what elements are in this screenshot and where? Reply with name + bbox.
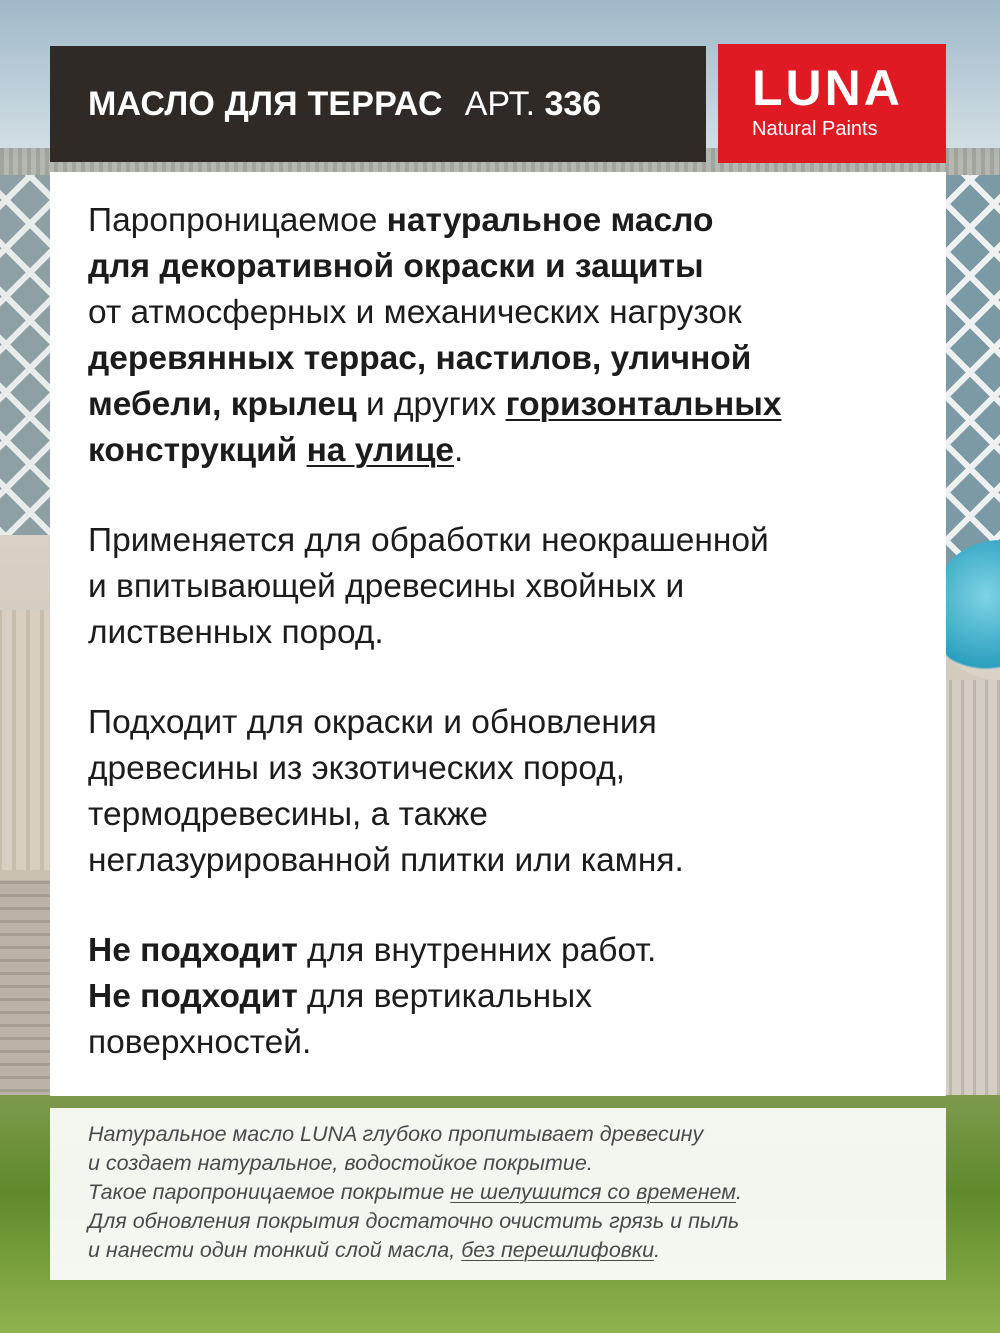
intro-text-3: и других	[356, 386, 506, 423]
article-number	[465, 85, 601, 124]
note-text: Такое паропроницаемое покрытие	[88, 1180, 451, 1204]
intro-text-1: Паропроницаемое	[88, 202, 387, 239]
logo-brand: LUNA	[752, 60, 903, 116]
usage-line: лиственных пород.	[88, 614, 384, 651]
note-line	[88, 1178, 926, 1207]
note-line	[88, 1236, 926, 1265]
intro-text-5: .	[454, 432, 464, 469]
suitable-line: древесины из экзотических пород,	[88, 750, 626, 787]
note-text: .	[735, 1180, 742, 1204]
note-text: .	[654, 1238, 661, 1262]
suitable-line: Подходит для окраски и обновления	[88, 704, 657, 741]
intro-text-4	[297, 432, 306, 469]
not-suitable-bold: Не подходит	[88, 932, 298, 969]
not-suitable-text: для внутренних работ.	[297, 932, 657, 969]
note-line: Натуральное масло LUNA глубоко пропитывает древесину	[88, 1122, 704, 1146]
intro-bold-1: натуральное масло	[386, 202, 714, 239]
note-text: и нанести один тонкий слой масла,	[88, 1238, 462, 1262]
description-card	[50, 172, 946, 1096]
not-suitable-bold: Не подходит	[88, 978, 298, 1015]
intro-text-2: от атмосферных и механических нагрузок	[88, 294, 742, 331]
product-title: МАСЛО ДЛЯ ТЕРРАС	[88, 84, 443, 123]
not-suitable-text: для вертикальных	[297, 978, 592, 1015]
intro-bold-2: для декоративной окраски и защиты	[88, 248, 704, 285]
usage-paragraph	[88, 518, 910, 656]
note-line: Для обновления покрытия достаточно очистить грязь и пыль	[88, 1209, 740, 1233]
article-prefix: АРТ.	[464, 84, 536, 123]
note-card	[50, 1108, 946, 1280]
note-underlined: без перешлифовки	[461, 1238, 655, 1262]
note-line: и создает натуральное, водостойкое покрытие.	[88, 1151, 593, 1175]
header-bar	[50, 46, 706, 162]
note-underlined: не шелушится со временем	[450, 1180, 736, 1204]
usage-line: и впитывающей древесины хвойных и	[88, 568, 685, 605]
usage-line: Применяется для обработки неокрашенной	[88, 522, 769, 559]
article-value: 336	[544, 84, 602, 123]
not-suitable-text: поверхностей.	[88, 1024, 312, 1061]
intro-paragraph	[88, 198, 910, 474]
not-suitable-paragraph	[88, 928, 910, 1066]
intro-bold-5: конструкций	[88, 432, 298, 469]
intro-underlined-2: на улице	[306, 432, 455, 469]
intro-bold-4: мебели, крылец	[88, 386, 357, 423]
suitable-paragraph	[88, 700, 910, 884]
intro-underlined-1: горизонтальных	[505, 386, 782, 423]
suitable-line: неглазурированной плитки или камня.	[88, 842, 684, 879]
suitable-line: термодревесины, а также	[88, 796, 488, 833]
background-deck-right	[940, 680, 1000, 1100]
luna-logo	[718, 44, 946, 163]
logo-subtitle: Natural Paints	[752, 118, 878, 140]
intro-bold-3: деревянных террас, настилов, уличной	[88, 340, 752, 377]
